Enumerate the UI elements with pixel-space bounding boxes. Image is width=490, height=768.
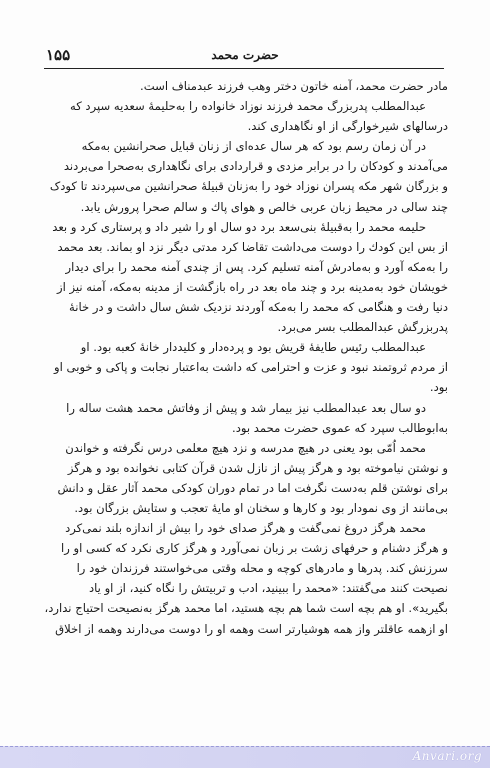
text-line: و نوشتن نیاموخته بود و هرگز پیش از نازل شدن قرآن کتابی نخوانده بود و هرگز xyxy=(67,460,448,475)
page-header xyxy=(46,44,444,66)
text-line: محمد هرگز دروغ نمی‌گفت و هرگز صدای خود را بیش از اندازه بلند نمی‌کرد xyxy=(65,521,426,536)
text-line: برای نوشتن قلم به‌دست نگرفت اما در تمام دوران کودکی محمد آثار عقل و دانش xyxy=(57,480,448,495)
page-number: ۱۵۵ xyxy=(46,46,71,64)
text-line: سرزنش کند. پدرها و مادرهای کوچه و محله وقتی می‌خواستند فرزندان خود را xyxy=(76,561,448,576)
text-line: و هرگز دشنام و حرفهای زشت بر زبان نمی‌آورد و هرگز کاری نکرد که کسی او را xyxy=(61,541,448,556)
text-line: چند سالی در محیط زبان عربی خالص و هوای پاك و سالم صحرا پرورش یابد. xyxy=(80,199,448,214)
footer-bar xyxy=(0,746,490,768)
text-line: محمد اُمّی بود یعنی در هیچ مدرسه و نزد هیچ معلمی درس نگرفته و خواندن xyxy=(65,440,426,455)
text-line: به‌ابوطالب سپرد که عموی حضرت محمد بود. xyxy=(232,420,448,435)
text-line: بود. xyxy=(429,380,448,395)
text-line: عبدالمطلب پدربزرگ محمد فرزند نوزاد خانواده را به‌حلیمهٔ سعدیه سپرد که xyxy=(70,99,426,114)
text-line: و بزرگان شهر مکه پسران نوزاد خود را به‌زنان قبیلهٔ صحرانشین می‌سپردند تا کودک xyxy=(49,179,448,194)
text-line: او ازهمه عاقلتر واز همه هوشیارتر است وهمه او را دوست می‌دارند وهمه از اخلاق xyxy=(55,621,448,636)
text-line: از مردم ثروتمند نبود و عزت و احترامی که داشت به‌اعتبار نجابت و پاکی و خوبی او xyxy=(54,360,448,375)
running-title: حضرت محمد xyxy=(211,48,279,62)
text-line: نصیحت کنند می‌گفتند: «محمد را ببینید، ادب و تربیتش را نگاه کنید، از او یاد xyxy=(88,581,448,596)
footer-divider xyxy=(0,746,490,747)
text-line: عبدالمطلب رئیس طایفهٔ قریش بود و پرده‌دار و کلیددار خانهٔ کعبه بود. او xyxy=(80,340,426,355)
text-line: دنیا رفت و هنگامی که محمد را به‌مکه آوردند نزدیک شش سال داشت و در خانهٔ xyxy=(69,300,448,315)
text-line: حلیمه محمد را به‌قبیلهٔ بنی‌سعد برد دو سال او را شیر داد و پرستاری کرد و بعد xyxy=(52,219,426,234)
text-line: می‌آمدند و کودکان را در برابر مزدی و قراردادی برای نگاهداری به‌صحرا می‌بردند xyxy=(63,159,448,174)
text-line: دو سال بعد عبدالمطلب نیز بیمار شد و پیش از وفاتش محمد هشت ساله را xyxy=(66,400,426,415)
header-rule xyxy=(44,68,444,69)
text-line: بی‌مانند از وی نمودار بود و کارها و سخنان او مایهٔ تعجب و ستایش بزرگان بود. xyxy=(74,500,448,515)
text-line: خویشان خود به‌مدینه برد و چند ماه بعد در راه بازگشت از مدینه به‌مکه، آمنه نیز از xyxy=(56,279,448,294)
text-line: بگیرید». او هم بچه است شما هم بچه هستید، اما محمد هرگز به‌نصیحت احتیاج ندارد، xyxy=(44,601,448,616)
text-line: را به‌مکه آورد و به‌مادرش آمنه تسلیم کرد. پس از چندی آمنه محمد را برای دیدار xyxy=(65,259,448,274)
text-line: مادر حضرت محمد، آمنه خاتون دختر وهب فرزند عبدمناف است. xyxy=(140,79,448,93)
text-line: از بس این کودك را دوست می‌داشت تقاضا کرد مدتی دیگر نزد او بماند. بعد محمد xyxy=(57,239,448,254)
site-watermark[interactable]: Anvari.org xyxy=(412,749,482,763)
text-line: در آن زمان رسم بود که هر سال عده‌ای از زنان قبایل صحرانشین به‌مکه xyxy=(81,139,426,154)
text-line: درسالهای شیرخوارگی از او نگاهداری کند. xyxy=(247,119,448,134)
text-line: پدربزرگش عبدالمطلب بسر می‌برد. xyxy=(277,320,448,335)
body-text xyxy=(40,76,448,639)
